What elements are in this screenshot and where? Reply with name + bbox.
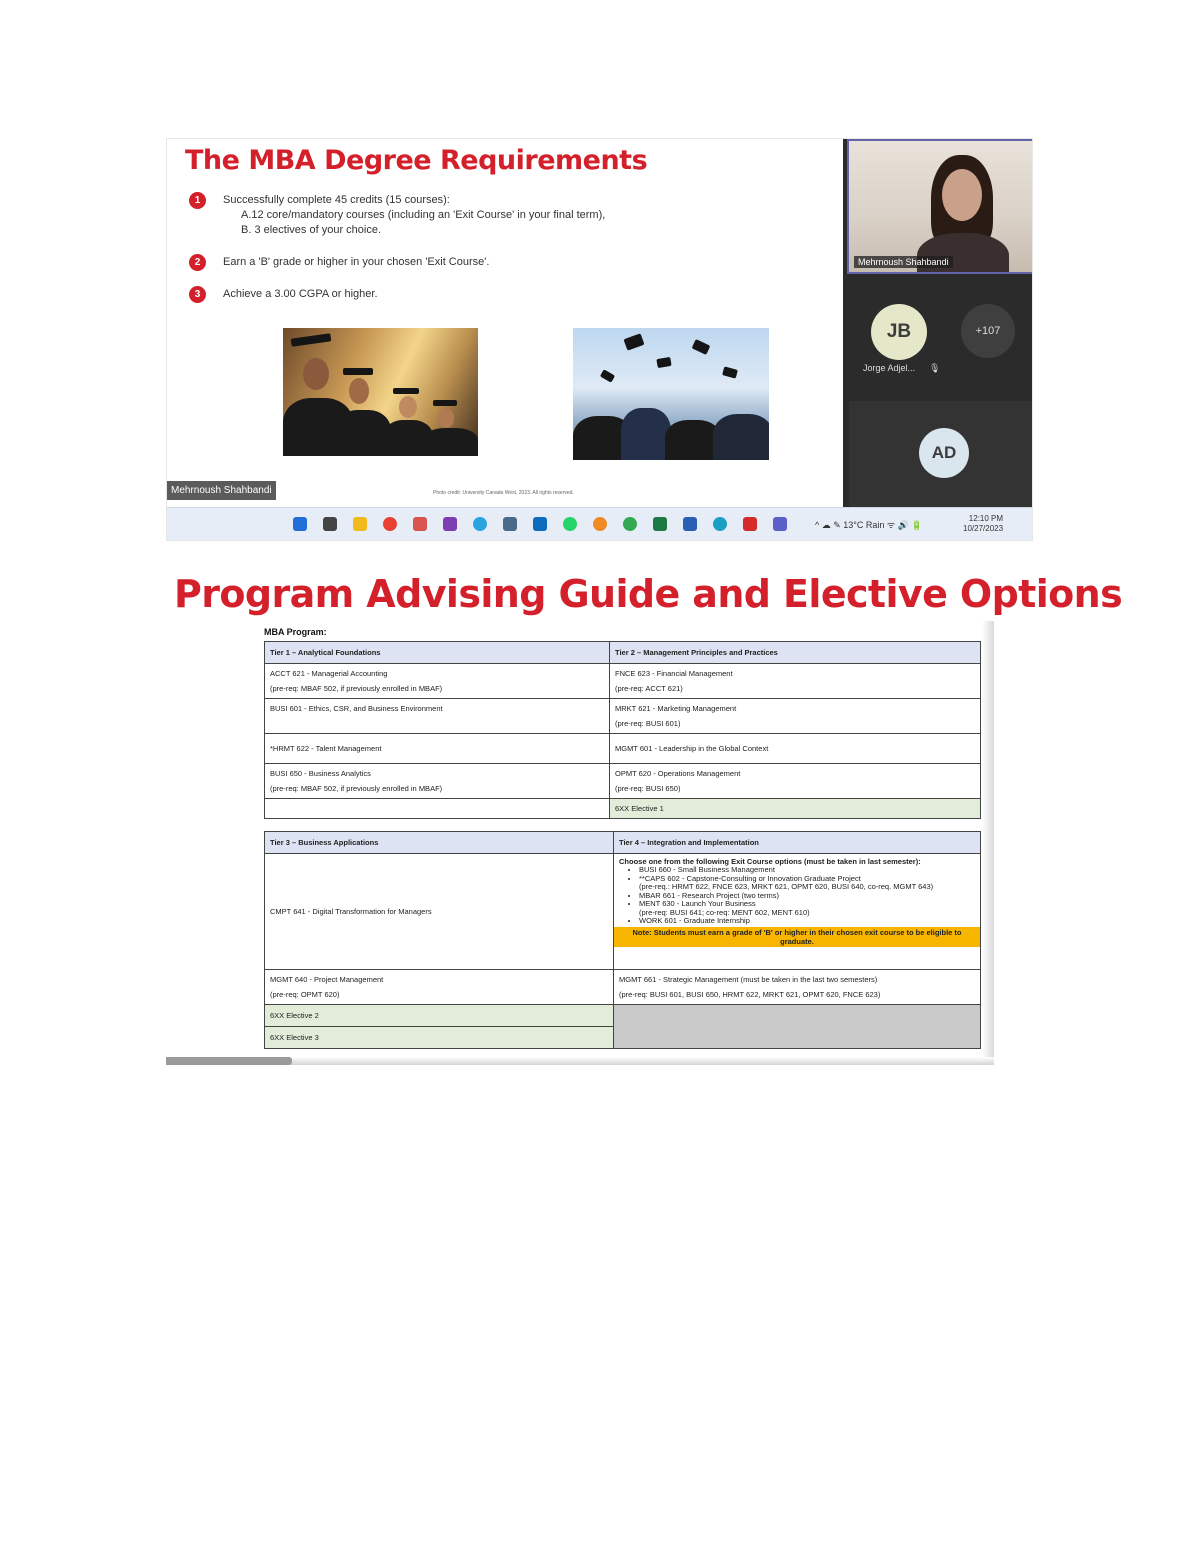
empty-cell	[265, 799, 610, 819]
presentation-slide	[167, 139, 843, 507]
requirement-text: Successfully complete 45 credits (15 courses):	[223, 194, 450, 206]
tier-3-header: Tier 3 – Business Applications	[265, 832, 614, 854]
course-prereq: (pre-req: OPMT 620)	[270, 990, 340, 999]
course-name: CMPT 641 - Digital Transformation for Managers	[270, 907, 432, 916]
course-cell	[610, 664, 981, 699]
course-name: ACCT 621 - Managerial Accounting	[270, 669, 388, 678]
course-cell	[610, 764, 981, 799]
course-name: MGMT 640 - Project Management	[270, 975, 384, 984]
tier-1-2-table	[264, 641, 981, 819]
clock-time: 12:10 PM	[968, 514, 1004, 523]
participant-avatar-jb[interactable]: JB	[871, 304, 927, 360]
table-row	[265, 734, 981, 764]
course-cell	[265, 664, 610, 699]
course-prereq: (pre-req: BUSI 601)	[615, 719, 681, 728]
course-name: *HRMT 622 - Talent Management	[270, 744, 382, 753]
course-name: MGMT 661 - Strategic Management (must be taken in the last two semesters)	[619, 975, 878, 984]
teams-icon[interactable]	[773, 517, 787, 531]
elective-name: 6XX Elective 2	[270, 1011, 319, 1020]
system-tray[interactable]: ^ ☁ ✎ 13°C Rain ᯤ 🔊 🔋	[815, 520, 923, 530]
chrome-icon[interactable]	[383, 517, 397, 531]
participants-panel	[843, 139, 1033, 507]
list-item: • MENT 630 - Launch Your Business	[639, 900, 975, 909]
tier-2-header: Tier 2 – Management Principles and Practices	[610, 642, 981, 664]
list-item: • **CAPS 602 - Capstone-Consulting or Innovation Graduate Project	[639, 875, 975, 884]
onenote-icon[interactable]	[443, 517, 457, 531]
elective-cell	[265, 1005, 614, 1027]
table-row	[265, 699, 981, 734]
course-prereq: (pre-req: BUSI 650)	[615, 784, 681, 793]
acrobat-icon[interactable]	[743, 517, 757, 531]
mic-off-icon: 🎙	[929, 363, 941, 373]
tier-1-header: Tier 1 – Analytical Foundations	[265, 642, 610, 664]
course-cell	[265, 764, 610, 799]
course-cell	[265, 970, 614, 1005]
exit-course-list	[619, 866, 975, 926]
course-name: OPMT 620 - Operations Management	[615, 769, 741, 778]
course-name: BUSI 601 - Ethics, CSR, and Business Environment	[270, 704, 443, 713]
calculator-icon[interactable]	[503, 517, 517, 531]
page-edge-shadow	[982, 621, 994, 1065]
tier-4-header: Tier 4 – Integration and Implementation	[614, 832, 981, 854]
course-prereq: (pre-req: MBAF 502, if previously enrolled in MBAF)	[270, 784, 443, 793]
list-item: • MBAR 661 - Research Project (two terms)	[639, 892, 975, 901]
presenter-name-tag: Mehrnoush Shahbandi	[167, 481, 276, 500]
program-label: MBA Program:	[264, 627, 327, 637]
list-item: (pre-req: BUSI 641; co-req: MENT 602, MENT 610)	[639, 907, 810, 917]
list-item: (pre-req.: HRMT 622, FNCE 623, MRKT 621, OPMT 620, BUSI 640, co-req. MGMT 643)	[639, 882, 934, 891]
exit-course-intro: Choose one from the following Exit Course options (must be taken in last semester):	[619, 857, 921, 866]
clock-date: 10/27/2023	[963, 524, 1004, 533]
more-participants-button[interactable]: +107	[961, 304, 1015, 358]
tier-3-4-table	[264, 831, 981, 1049]
course-name: FNCE 623 - Financial Management	[615, 669, 733, 678]
table-row	[265, 664, 981, 699]
exit-course-cell	[614, 854, 981, 970]
slide-footer-note: Photo credit: University Canada West, 2023. All rights reserved.	[433, 490, 574, 496]
horizontal-scrollbar-thumb[interactable]	[166, 1057, 292, 1065]
course-cell	[614, 970, 981, 1005]
word-icon[interactable]	[683, 517, 697, 531]
elective-cell	[265, 1027, 614, 1049]
taskbar-clock[interactable]	[963, 514, 1003, 534]
participant-name: Jorge Adjel...	[863, 363, 916, 373]
table-row	[265, 799, 981, 819]
chrome-profile-icon[interactable]	[623, 517, 637, 531]
meeting-screenshot	[166, 138, 1033, 541]
course-cell	[610, 699, 981, 734]
excel-icon[interactable]	[653, 517, 667, 531]
course-cell	[610, 734, 981, 764]
list-item: • WORK 601 - Graduate Internship	[639, 917, 975, 926]
empty-grey-cell	[614, 1005, 981, 1049]
requirement-number: 1	[189, 192, 206, 209]
elective-cell	[610, 799, 981, 819]
requirement-text: Achieve a 3.00 CGPA or higher.	[223, 288, 378, 300]
requirement-text: Earn a 'B' grade or higher in your chosen 'Exit Course'.	[223, 256, 490, 268]
course-name: MGMT 601 - Leadership in the Global Context	[615, 744, 769, 753]
table-row	[265, 764, 981, 799]
guide-heading: Program Advising Guide and Elective Options	[174, 572, 1123, 616]
course-name: MRKT 621 - Marketing Management	[615, 704, 737, 713]
elective-name: 6XX Elective 3	[270, 1033, 319, 1042]
whatsapp-icon[interactable]	[563, 517, 577, 531]
table-row	[265, 970, 981, 1005]
course-prereq: (pre-req: BUSI 601, BUSI 650, HRMT 622, MRKT 621, OPMT 620, FNCE 623)	[619, 990, 881, 999]
presenter-video-tile[interactable]	[847, 139, 1033, 274]
course-cell	[265, 699, 610, 734]
video-name-label: Mehrnoush Shahbandi	[854, 256, 953, 268]
course-prereq: (pre-req: ACCT 621)	[615, 684, 683, 693]
course-cell	[265, 734, 610, 764]
requirement-number: 2	[189, 254, 206, 271]
windows-taskbar	[167, 507, 1033, 541]
slide-title: The MBA Degree Requirements	[185, 145, 648, 176]
file-explorer-icon[interactable]	[353, 517, 367, 531]
requirement-sub-a: A.12 core/mandatory courses (including an 'Exit Course' in your final term),	[241, 209, 606, 221]
course-prereq: (pre-req: MBAF 502, if previously enrolled in MBAF)	[270, 684, 443, 693]
outlook-icon[interactable]	[533, 517, 547, 531]
advising-guide-screenshot	[166, 621, 994, 1065]
list-item: • BUSI 660 - Small Business Management	[639, 866, 975, 875]
requirement-number: 3	[189, 286, 206, 303]
participant-avatar-ad[interactable]: AD	[919, 428, 969, 478]
exit-course-note: Note: Students must earn a grade of 'B' or higher in their chosen exit course to be eligible to graduate.	[614, 927, 980, 947]
elective-name: 6XX Elective 1	[615, 804, 664, 813]
edge-icon[interactable]	[713, 517, 727, 531]
telegram-icon[interactable]	[473, 517, 487, 531]
table-row	[265, 1005, 981, 1027]
app-icon[interactable]	[593, 517, 607, 531]
graduates-photo	[283, 328, 478, 456]
table-row	[265, 854, 981, 970]
task-view-icon[interactable]	[323, 517, 337, 531]
windows-start-icon[interactable]	[293, 517, 307, 531]
snipping-tool-icon[interactable]	[413, 517, 427, 531]
course-name: BUSI 650 - Business Analytics	[270, 769, 371, 778]
caps-toss-photo	[573, 328, 769, 460]
course-cell	[265, 854, 614, 970]
requirement-sub-b: B. 3 electives of your choice.	[241, 224, 382, 236]
